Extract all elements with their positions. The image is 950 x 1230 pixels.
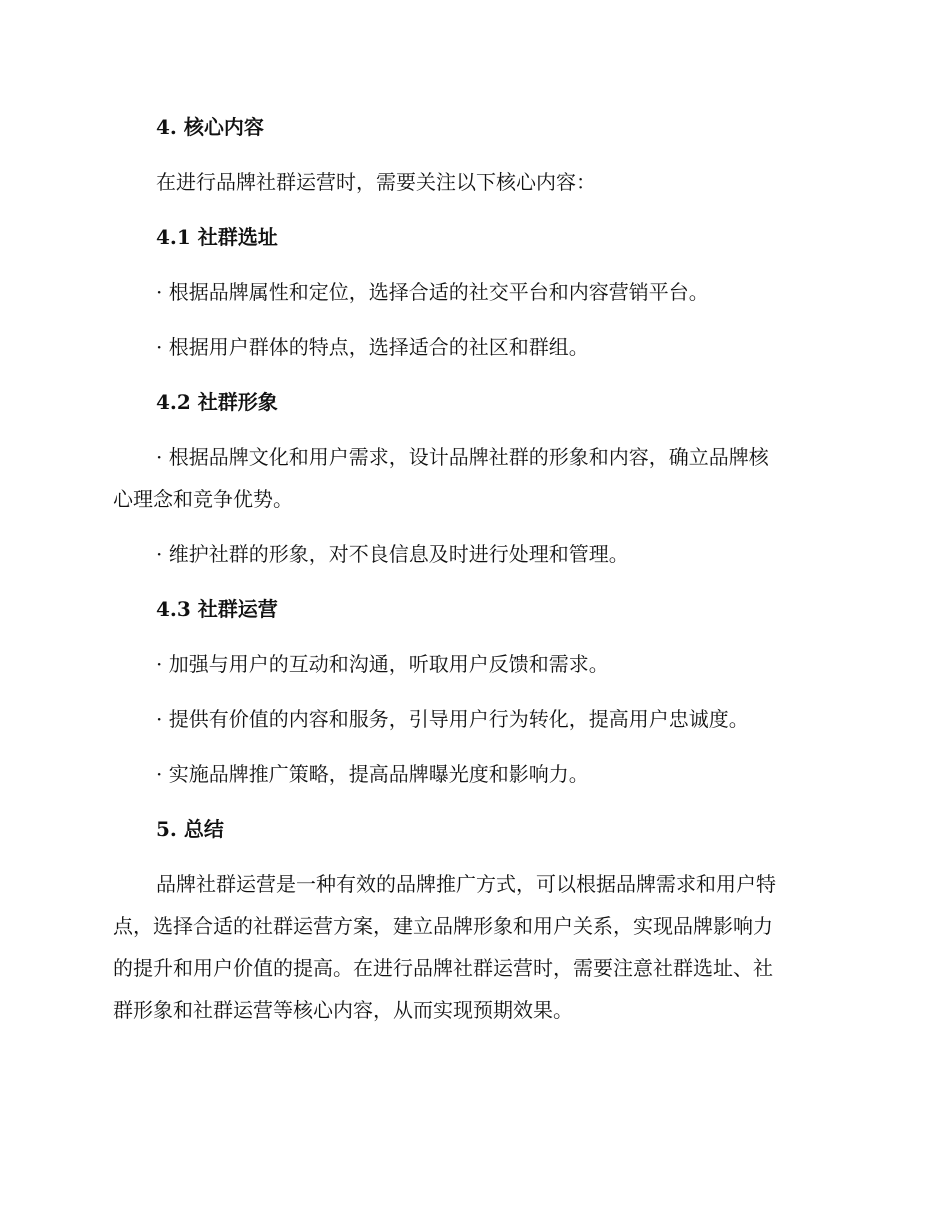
- document-page: [113, 106, 837, 1031]
- summary-line-1: 品牌社群运营是一种有效的品牌推广方式，可以根据品牌需求和用户特: [156, 872, 776, 896]
- summary-line-4: 群形象和社群运营等核心内容，从而实现预期效果。: [113, 998, 573, 1022]
- bullet-4-2-1-line1: · 根据品牌文化和用户需求，设计品牌社群的形象和内容，确立品牌核: [156, 445, 769, 469]
- bullet-4-2-2: · 维护社群的形象，对不良信息及时进行处理和管理。: [156, 542, 629, 566]
- bullet-4-2-1-line2: 心理念和竞争优势。: [113, 487, 293, 511]
- bullet-4-3-1: · 加强与用户的互动和沟通，听取用户反馈和需求。: [156, 652, 609, 676]
- section-heading-4-3: 4.3 社群运营: [156, 597, 278, 621]
- summary-line-2: 点，选择合适的社群运营方案，建立品牌形象和用户关系，实现品牌影响力: [113, 914, 773, 938]
- section-heading-4-2: 4.2 社群形象: [156, 390, 278, 414]
- section-heading-5: 5. 总结: [156, 817, 224, 841]
- intro-paragraph: 在进行品牌社群运营时，需要关注以下核心内容：: [156, 170, 596, 194]
- summary-line-3: 的提升和用户价值的提高。在进行品牌社群运营时，需要注意社群选址、社: [113, 956, 773, 980]
- bullet-4-3-3: · 实施品牌推广策略，提高品牌曝光度和影响力。: [156, 762, 589, 786]
- section-heading-4-1: 4.1 社群选址: [156, 225, 278, 249]
- section-heading-4: 4. 核心内容: [156, 115, 264, 139]
- bullet-4-3-2: · 提供有价值的内容和服务，引导用户行为转化，提高用户忠诚度。: [156, 707, 749, 731]
- bullet-4-1-2: · 根据用户群体的特点，选择适合的社区和群组。: [156, 335, 589, 359]
- bullet-4-1-1: · 根据品牌属性和定位，选择合适的社交平台和内容营销平台。: [156, 280, 709, 304]
